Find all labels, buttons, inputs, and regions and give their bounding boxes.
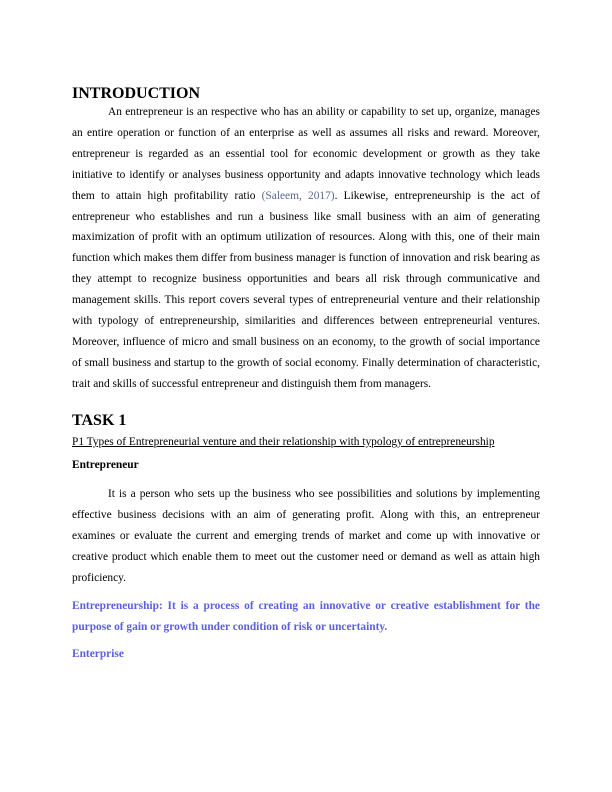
entrepreneur-paragraph: It is a person who sets up the business who see possibilities and solutions by implementing effective business decisions with an aim of generating profit. Along with this, an entrepreneur examines or evaluate the current and emerging trends of market and come up with innovative or creative product which enable them to meet out the customer need or demand as well as attain high proficiency. bbox=[72, 488, 540, 585]
document-page bbox=[72, 84, 540, 664]
introduction-paragraph bbox=[72, 102, 540, 395]
introduction-text-part-2: . Likewise, entrepreneurship is the act of entrepreneur who establishes and run a business like small business with an aim of generating maximization of profit with an optimum utilization of resources. Along with this, one of their main function which makes them differ from business manager is function of innovation and risk bearing as they attempt to recognize business opportunities and bears all risk through communicative and management skills. This report covers several types of entrepreneurial venture and their relationship with typology of entrepreneurship, similarities and differences between entrepreneurial ventures. Moreover, influence of micro and small business on an economy, to the growth of social importance of small business and startup to the growth of social economy. Finally determination of characteristic, trait and skills of successful entrepreneur and distinguish them from managers. bbox=[72, 189, 540, 390]
entrepreneurship-definition: Entrepreneurship: It is a process of creating an innovative or creative establishment for the purpose of gain or growth under condition of risk or uncertainty. bbox=[72, 600, 540, 634]
p1-subheading: P1 Types of Entrepreneurial venture and their relationship with typology of entrepreneurship bbox=[72, 435, 495, 448]
enterprise-label: Enterprise bbox=[72, 648, 124, 661]
citation-saleem-2017: (Saleem, 2017) bbox=[261, 189, 335, 202]
introduction-heading: INTRODUCTION bbox=[72, 85, 201, 102]
task1-heading: TASK 1 bbox=[72, 411, 127, 429]
introduction-text-part-1: An entrepreneur is an respective who has an ability or capability to set up, organize, manages an entire operation or function of an enterprise as well as assumes all risks and reward. Moreover, entrepreneur is regarded as an essential tool for economic development or growth as they take initiative to identify or analyses business opportunity and adapts innovative technology which leads them to attain high profitability ratio bbox=[72, 106, 540, 202]
entrepreneur-label: Entrepreneur bbox=[72, 459, 139, 472]
